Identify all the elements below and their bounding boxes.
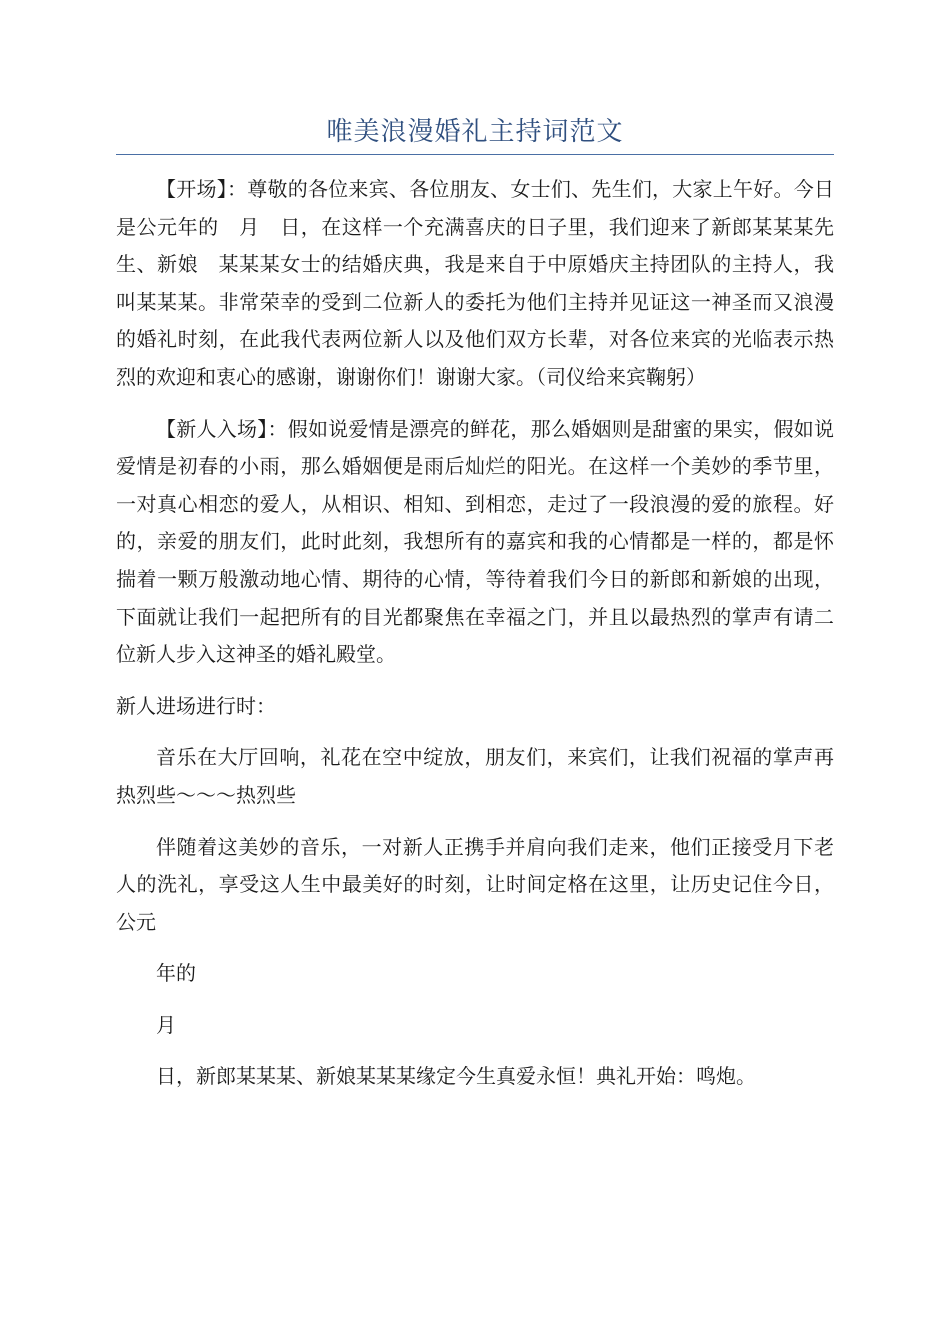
paragraph-day: 日，新郎某某某、新娘某某某缘定今生真爱永恒！典礼开始：鸣炮。 — [156, 1064, 756, 1089]
document-body — [116, 171, 834, 1110]
paragraph-entrance: 【新人入场】：假如说爱情是漂亮的鲜花，那么婚姻则是甜蜜的果实，假如说爱情是初春的小雨，那么婚姻便是雨后灿烂的阳光。在这样一个美妙的季节里，一对真心相恋的爱人，从相识、相知、到相恋，走过了一段浪漫的爱的旅程。好的，亲爱的朋友们，此时此刻，我想所有的嘉宾和我的心情都是一样的，都是怀揣着一颗万般激动地心情、期待的心情，等待着我们今日的新郎和新娘的出现，下面就让我们一起把所有的目光都聚焦在幸福之门，并且以最热烈的掌声有请二位新人步入这神圣的婚礼殿堂。 — [116, 416, 834, 667]
paragraph-year: 年的 — [156, 961, 196, 986]
paragraph-month: 月 — [156, 1012, 176, 1037]
paragraph-heading-entering: 新人进场进行时： — [116, 693, 276, 718]
title-underline — [116, 154, 834, 155]
paragraph-accompany: 伴随着这美妙的音乐，一对新人正携手并肩向我们走来，他们正接受月下老人的洗礼，享受这人生中最美好的时刻，让时间定格在这里，让历史记住今日，公元 — [116, 834, 834, 934]
paragraph-opening: 【开场】：尊敬的各位来宾、各位朋友、女士们、先生们，大家上午好。今日是公元年的 月 日，在这样一个充满喜庆的日子里，我们迎来了新郎某某某先生、新娘 某某某女士的结婚庆典，我是来自于中原婚庆主持团队的主持人，我叫某某某。非常荣幸的受到二位新人的委托为他们主持并见证这一神圣而又浪漫的婚礼时刻，在此我代表两位新人以及他们双方长辈，对各位来宾的光临表示热烈的欢迎和衷心的感谢，谢谢你们！谢谢大家。（司仪给来宾鞠躬） — [116, 177, 834, 389]
paragraph-music: 音乐在大厅回响，礼花在空中绽放，朋友们，来宾们，让我们祝福的掌声再热烈些～～～热烈些 — [116, 745, 834, 807]
document-title: 唯美浪漫婚礼主持词范文 — [326, 117, 624, 147]
